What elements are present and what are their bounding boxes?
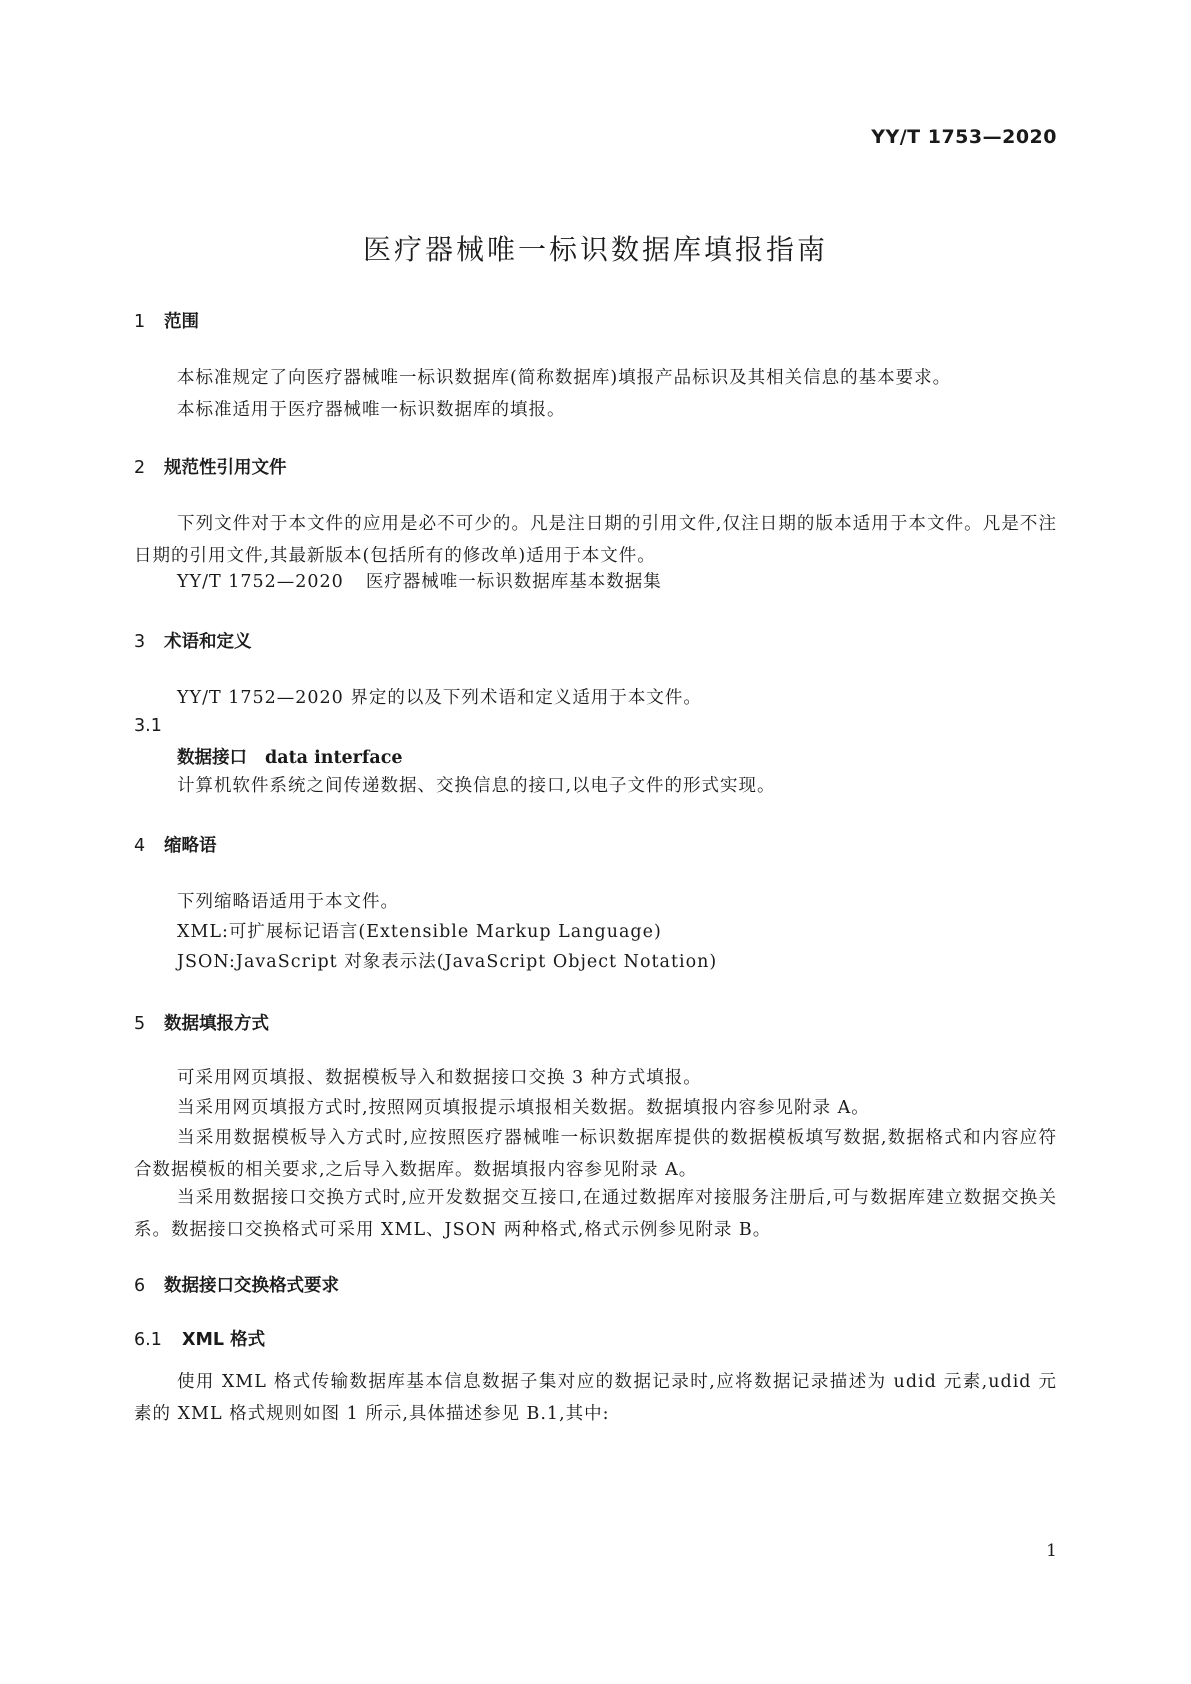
section-number: 6 [134, 1276, 146, 1296]
section-1-heading [134, 308, 199, 333]
section-title: 规范性引用文件 [164, 458, 287, 478]
section-number: 3 [134, 632, 146, 652]
document-title: 医疗器械唯一标识数据库填报指南 [362, 233, 828, 266]
standard-number: YY/T 1753—2020 [871, 126, 1057, 148]
section-6-1-paragraph-1: 使用 XML 格式传输数据库基本信息数据子集对应的数据记录时,应将数据记录描述为 udid 元素,udid 元素的 XML 格式规则如图 1 所示,具体描述参见 B.1,其中: [134, 1372, 1057, 1424]
section-number: 4 [134, 836, 146, 856]
section-number: 5 [134, 1014, 146, 1034]
section-2-heading [134, 454, 287, 479]
section-title: 术语和定义 [164, 632, 252, 652]
section-4-paragraph-1: 下列缩略语适用于本文件。 [177, 892, 399, 912]
abbreviation-json: JSON:JavaScript 对象表示法(JavaScript Object Notation) [177, 952, 718, 972]
section-number: 6.1 [134, 1330, 162, 1350]
section-5-paragraph-4: 当采用数据接口交换方式时,应开发数据交互接口,在通过数据库对接服务注册后,可与数据库建立数据交换关系。数据接口交换格式可采用 XML、JSON 两种格式,格式示例参见附录 B。 [134, 1188, 1057, 1240]
section-5-paragraph-2: 当采用网页填报方式时,按照网页填报提示填报相关数据。数据填报内容参见附录 A。 [177, 1098, 870, 1118]
section-title: 缩略语 [164, 836, 217, 856]
section-6-heading [134, 1272, 339, 1297]
section-2-paragraph-1: 下列文件对于本文件的应用是必不可少的。凡是注日期的引用文件,仅注日期的版本适用于本文件。凡是不注日期的引用文件,其最新版本(包括所有的修改单)适用于本文件。 [134, 514, 1057, 566]
section-1-paragraph-1: 本标准规定了向医疗器械唯一标识数据库(简称数据库)填报产品标识及其相关信息的基本要求。 [177, 368, 952, 388]
section-5-paragraph-1: 可采用网页填报、数据模板导入和数据接口交换 3 种方式填报。 [177, 1068, 702, 1088]
section-3-paragraph-1: YY/T 1752—2020 界定的以及下列术语和定义适用于本文件。 [177, 688, 702, 708]
section-4-heading [134, 832, 217, 857]
section-title: 数据接口交换格式要求 [164, 1276, 339, 1296]
page-number: 1 [1046, 1541, 1057, 1561]
reference-title: 医疗器械唯一标识数据库基本数据集 [365, 572, 662, 592]
reference-code: YY/T 1752—2020 [177, 572, 344, 592]
section-3-heading [134, 628, 252, 653]
normative-reference [134, 566, 1057, 598]
section-title: 范围 [164, 312, 199, 332]
term-3-1-entry [177, 744, 403, 769]
abbreviation-xml: XML:可扩展标记语言(Extensible Markup Language) [177, 922, 662, 942]
section-1-paragraph-2: 本标准适用于医疗器械唯一标识数据库的填报。 [177, 400, 566, 420]
section-title: 数据填报方式 [164, 1014, 269, 1034]
term-3-1-number: 3.1 [134, 716, 162, 736]
section-6-1-heading [134, 1326, 265, 1351]
section-number: 2 [134, 458, 146, 478]
section-5-paragraph-3: 当采用数据模板导入方式时,应按照医疗器械唯一标识数据库提供的数据模板填写数据,数据格式和内容应符合数据模板的相关要求,之后导入数据库。数据填报内容参见附录 A。 [134, 1128, 1057, 1180]
term-english: data interface [265, 748, 403, 768]
section-5-heading [134, 1010, 269, 1035]
section-number: 1 [134, 312, 146, 332]
term-3-1-definition: 计算机软件系统之间传递数据、交换信息的接口,以电子文件的形式实现。 [177, 776, 776, 796]
section-title: XML 格式 [182, 1330, 266, 1350]
term-chinese: 数据接口 [177, 748, 247, 768]
